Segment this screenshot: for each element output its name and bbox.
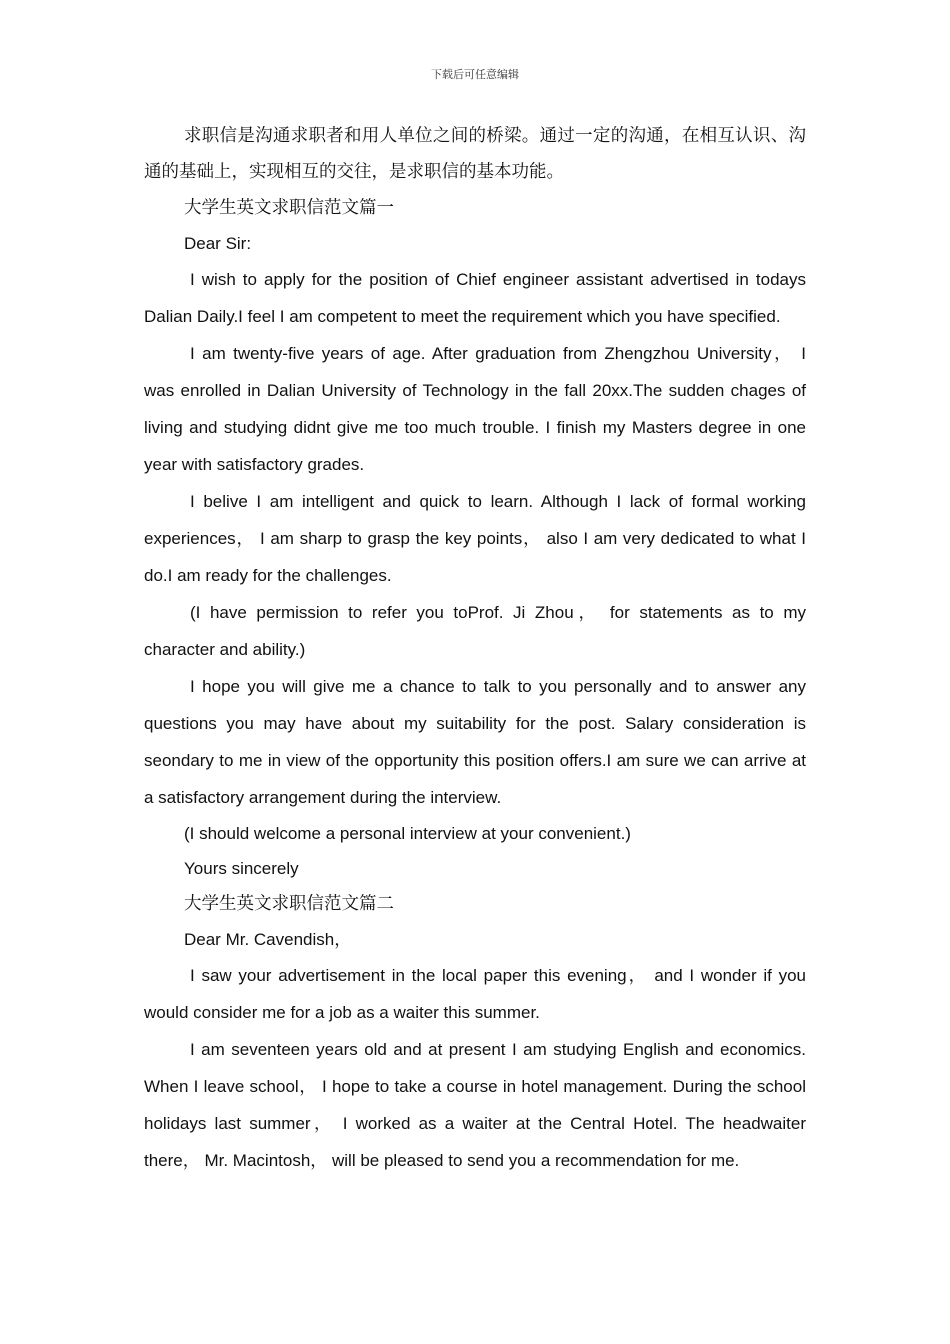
letter1-paragraph-4: (I have permission to refer you toProf. Ji Zhou， for statements as to my character and ability.) [144,603,806,659]
letter2-paragraph-1: I saw your advertisement in the local paper this evening， and I wonder if you would consider me for a job as a waiter this summer. [144,966,806,1022]
section-heading-1: 大学生英文求职信范文篇一 [184,198,394,218]
letter1-paragraph-2: I am twenty-five years of age. After graduation from Zhengzhou University， I was enrolled in Dalian University of Technology in the fall 20xx.The sudden chages of living and studying didnt give me too much trouble. I finish my Masters degree in one year with satisfactory grades. [144,344,806,474]
section-heading-2: 大学生英文求职信范文篇二 [184,894,394,914]
salutation-2: Dear Mr. Cavendish， [184,930,352,949]
letter1-signoff: Yours sincerely [184,859,299,878]
document-body [144,118,806,1179]
letter2-paragraph-2: I am seventeen years old and at present I am studying English and economics. When I leave school， I hope to take a course in hotel management. During the school holidays last summer， I worked as a waiter at the Central Hotel. The headwaiter there， Mr. Macintosh， will be pleased to send you a recommendation for me. [144,1040,806,1170]
letter1-paragraph-1: I wish to apply for the position of Chief engineer assistant advertised in todays Dalian Daily.I feel I am competent to meet the requirement which you have specified. [144,270,806,326]
intro-paragraph: 求职信是沟通求职者和用人单位之间的桥梁。通过一定的沟通，在相互认识、沟通的基础上，实现相互的交往，是求职信的基本功能。 [144,126,806,182]
page-header: 下载后可任意编辑 [431,68,519,81]
letter1-paragraph-3: I belive I am intelligent and quick to learn. Although I lack of formal working experiences， I am sharp to grasp the key points， also I am very dedicated to what I do.I am ready for the challenges. [144,492,806,585]
letter1-closing-note: (I should welcome a personal interview at your convenient.) [184,824,631,843]
letter1-paragraph-5: I hope you will give me a chance to talk to you personally and to answer any questions you may have about my suitability for the post. Salary consideration is seondary to me in view of the opportunity this position offers.I am sure we can arrive at a satisfactory arrangement during the interview. [144,677,806,807]
salutation-1: Dear Sir: [184,234,252,253]
